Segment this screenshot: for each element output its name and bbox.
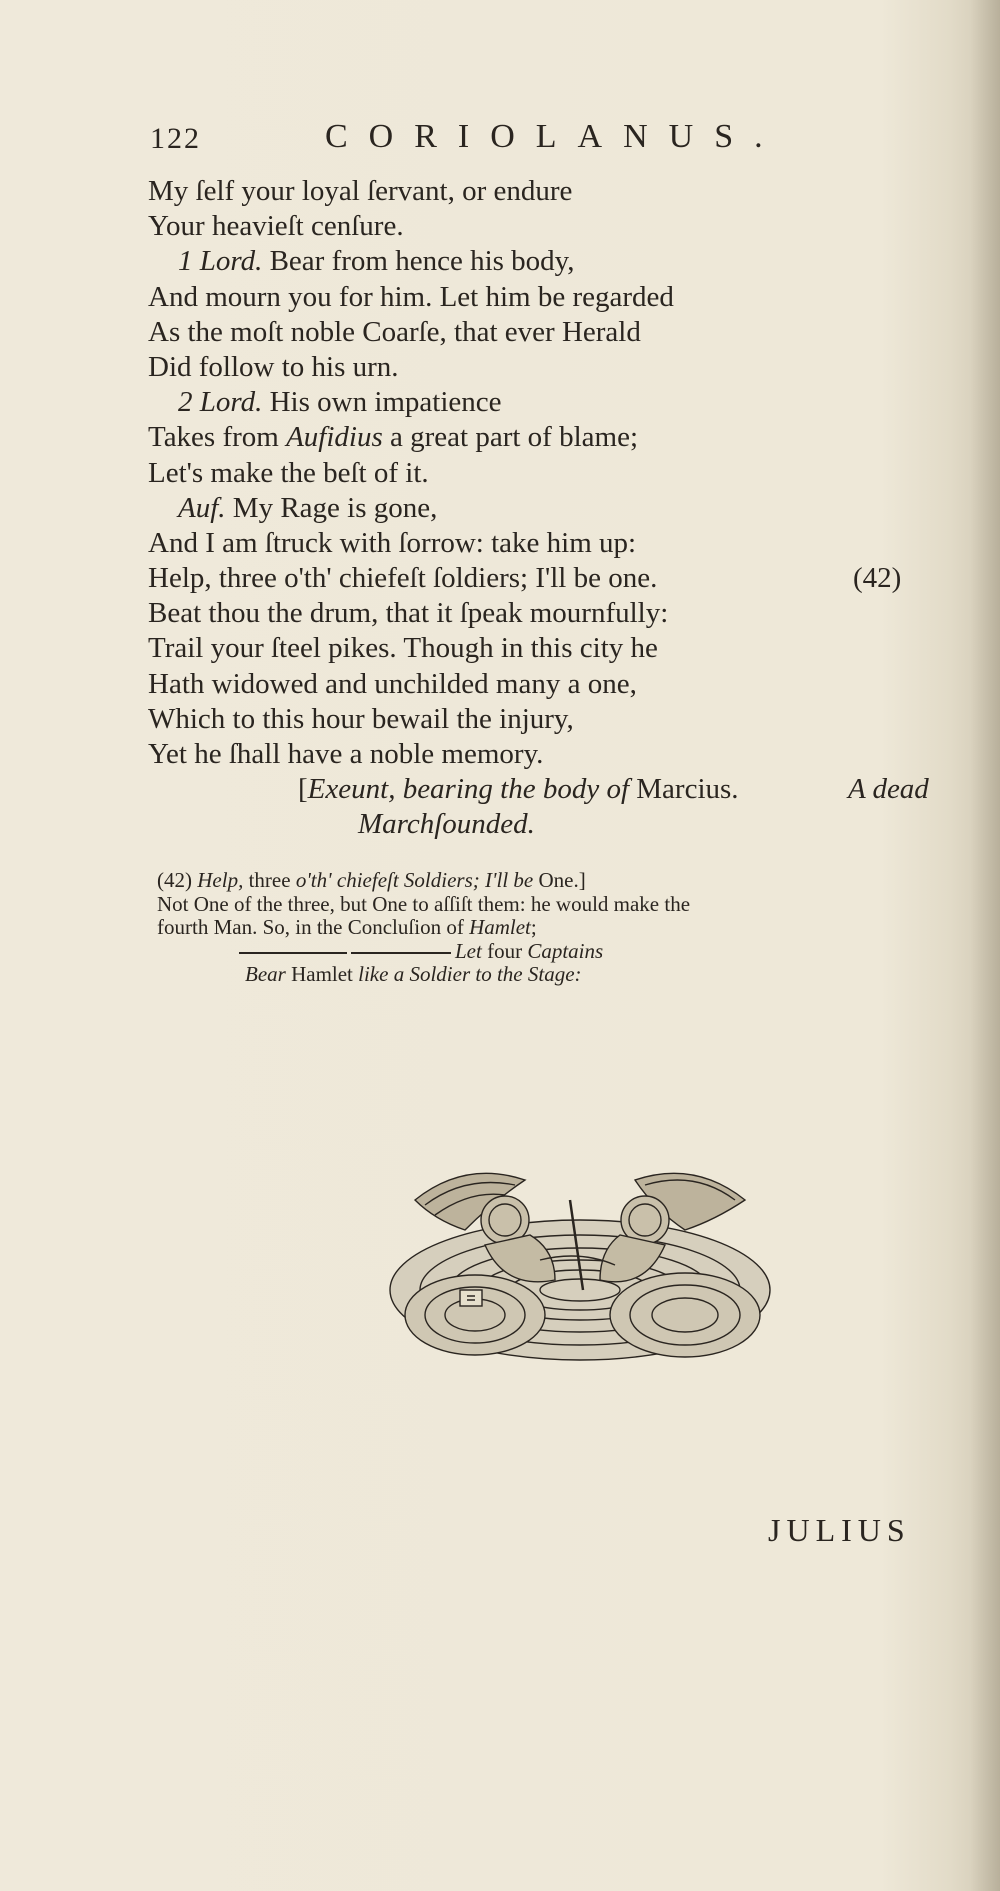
verse-line: 2 Lord. His own impatience — [178, 386, 502, 419]
verse-line: And mourn you for him. Let him be regarded — [148, 280, 674, 313]
stage-direction: [Exeunt, bearing the body of Marcius. A dead — [298, 773, 929, 806]
verse-line: My ſelf your loyal ſervant, or endure — [148, 175, 573, 207]
verse-line: Takes from Aufidius a great part of blame; — [148, 421, 639, 454]
speaker-name: 2 Lord. — [178, 386, 263, 419]
footnote-line: (42) Help, three o'th' chiefeſt Soldiers; I'll be One.] — [157, 868, 586, 892]
page-header — [150, 118, 790, 166]
verse-line: Auf. My Rage is gone, — [178, 491, 438, 524]
verse-line: Which to this hour bewail the injury, — [148, 702, 574, 735]
stage-direction: Marchſounded. — [358, 808, 535, 841]
verse-line: Yet he ſhall have a noble memory. — [148, 738, 544, 770]
verse-line: Trail your ſteel pikes. Though in this city he — [148, 632, 658, 665]
verse-line: Let's make the beſt of it. — [148, 456, 429, 489]
verse-line: Hath widowed and unchilded many a one, — [148, 667, 637, 700]
verse-line: Help, three o'th' chiefeſt ſoldiers; I'll be one. (42) — [148, 561, 968, 596]
verse-line: As the moſt noble Coarſe, that ever Herald — [148, 315, 641, 348]
footnote-line: fourth Man. So, in the Concluſion of Hamlet; — [157, 915, 537, 939]
verse-line: Beat thou the drum, that it ſpeak mournfully: — [148, 597, 669, 630]
note-reference: (42) — [853, 562, 902, 595]
verse-line: 1 Lord. Bear from hence his body, — [178, 245, 575, 278]
footnote-quote-line: Let four Captains — [157, 940, 977, 964]
cherubs-woodcut-icon — [355, 1140, 805, 1400]
verse-line: Your heavieſt cenſure. — [148, 210, 404, 243]
footnote-quote-line: Bear Hamlet like a Soldier to the Stage: — [245, 962, 582, 986]
speaker-name: Auf. — [178, 491, 226, 524]
em-dash — [239, 952, 347, 954]
em-dash — [351, 952, 451, 954]
verse-line: And I am ſtruck with ſorrow: take him up: — [148, 526, 637, 559]
verse-block — [148, 174, 968, 843]
running-title: CORIOLANUS. — [325, 118, 784, 155]
catchword: JULIUS — [768, 1512, 911, 1548]
character-name: Aufidius — [286, 421, 383, 454]
verse-line: Did follow to his urn. — [148, 350, 399, 383]
page-number: 122 — [150, 122, 201, 155]
speaker-name: 1 Lord. — [178, 245, 263, 278]
footnote-line: Not One of the three, but One to aſſiſt them: he would make the — [157, 891, 691, 916]
footnote-block — [157, 869, 977, 987]
